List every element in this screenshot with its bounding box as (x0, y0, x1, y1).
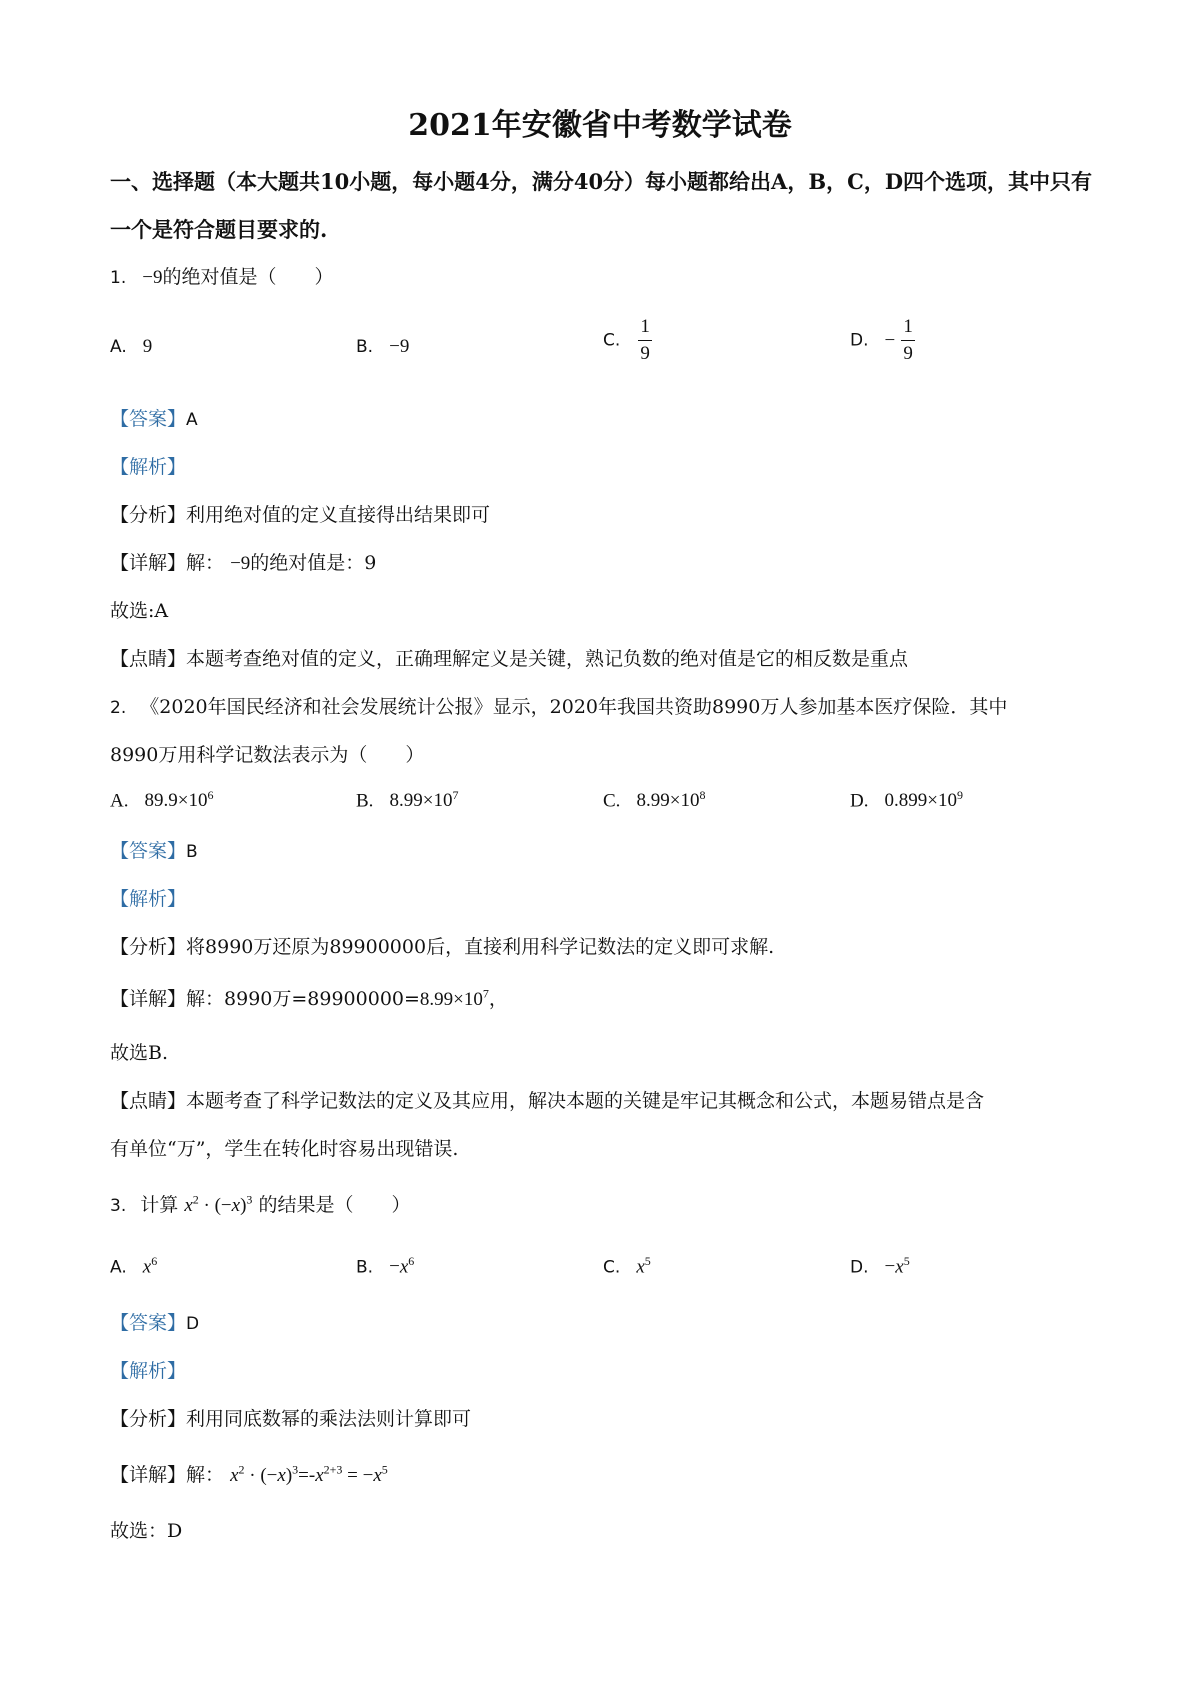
q1-option-a: A. 9 (110, 336, 153, 357)
q3-option-c: C. $x^5$ (603, 1254, 651, 1278)
q3-option-a: A. $x^6$ (110, 1254, 158, 1278)
q1-option-b: B. −9 (356, 336, 410, 357)
q3-fenxi: 【分析】利用同底数幂的乘法法则计算即可 (110, 1408, 472, 1430)
q2-analysis-tag: 【解析】 (110, 888, 187, 910)
q2-option-d: D. $0.899\times 10^9$ (850, 788, 963, 812)
q3-detail: 【详解】解： $x^2 \cdot (-x)^3=-x^{2+3} = -x^5$ (110, 1462, 388, 1486)
q1-option-c: C. $\frac{1}{9}$ (603, 316, 650, 364)
q2-choose: 故选B. (110, 1042, 169, 1064)
question-2-stem-line-2: 8990万用科学记数法表示为（ ） (110, 744, 425, 766)
q1-detail: 【详解】解： −9的绝对值是：9 (110, 552, 377, 574)
q2-option-b: B. $8.99\times 10^7$ (356, 788, 459, 812)
fraction: $\frac{1}{9}$ (640, 316, 650, 364)
q3-option-b: B. $-x^6$ (356, 1254, 415, 1278)
q1-fenxi: 【分析】利用绝对值的定义直接得出结果即可 (110, 504, 491, 526)
q1-option-d: D. − $\frac{1}{9}$ (850, 316, 913, 364)
q2-dianjing-line-1: 【点睛】本题考查了科学记数法的定义及其应用，解决本题的关键是牢记其概念和公式，本题易错点是含 (110, 1090, 985, 1112)
q2-fenxi: 【分析】将8990万还原为89900000后，直接利用科学记数法的定义即可求解. (110, 936, 775, 958)
q2-detail: 【详解】解：8990万$=89900000=8.99\times 10^7$， (110, 986, 508, 1010)
fraction: $\frac{1}{9}$ (903, 316, 913, 364)
q2-answer: 【答案】B (110, 840, 198, 862)
q1-answer: 【答案】A (110, 408, 198, 430)
q3-analysis-tag: 【解析】 (110, 1360, 187, 1382)
q2-option-c: C. $8.99\times 10^8$ (603, 788, 706, 812)
q3-answer: 【答案】D (110, 1312, 200, 1334)
q1-analysis-tag: 【解析】 (110, 456, 187, 478)
q3-choose: 故选：D (110, 1520, 183, 1542)
question-3-stem: 3. 计算 $x^2 \cdot (-x)^3$ 的结果是（ ） (110, 1192, 411, 1216)
q3-detail-expression: $x^2 \cdot (-x)^3=-x^{2+3} = -x^5$ (230, 1462, 388, 1486)
q3-expression: $x^2 \cdot (-x)^3$ (184, 1192, 253, 1216)
q1-choose: 故选:A (110, 600, 169, 622)
page-title: 2021年安徽省中考数学试卷 (408, 108, 792, 143)
section-heading: 一、选择题（本大题共10小题，每小题4分，满分40分）每小题都给出A，B，C，D四个选项，其中只有一个是符合题目要求的. (110, 169, 1093, 242)
q2-option-a: A. $89.9\times 10^6$ (110, 788, 214, 812)
q2-dianjing-line-2: 有单位“万”，学生在转化时容易出现错误. (110, 1138, 459, 1160)
q1-dianjing: 【点睛】本题考查绝对值的定义，正确理解定义是关键，熟记负数的绝对值是它的相反数是重点 (110, 648, 909, 670)
q3-option-d: D. $-x^5$ (850, 1254, 910, 1278)
question-1-stem: 1. −9的绝对值是（ ） (110, 266, 334, 288)
question-2-stem-line-1: 2. 《2020年国民经济和社会发展统计公报》显示，2020年我国共资助8990万人参加基本医疗保险．其中 (110, 696, 1008, 718)
